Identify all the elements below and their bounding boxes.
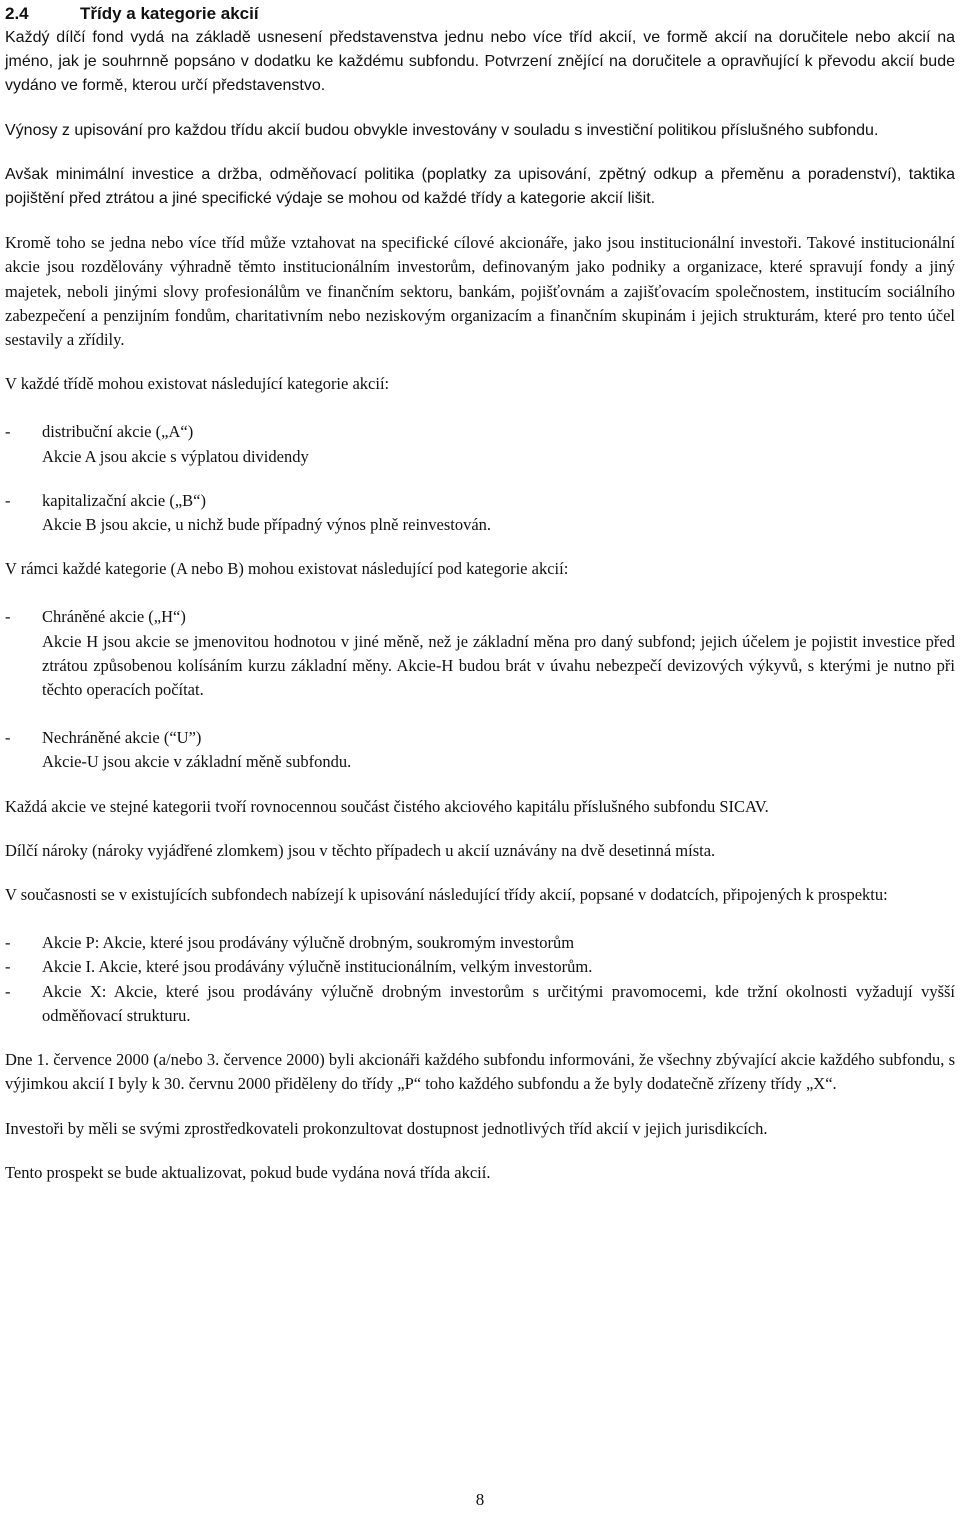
class-x-text: Akcie X: Akcie, které jsou prodávány výlučně drobným investorům s určitými pravomocemi, kde tržní okolnosti vyžadují vyšší odměňovací strukturu. [42, 981, 955, 1025]
class-i-text: Akcie I. Akcie, které jsou prodávány výlučně institucionálním, velkým investorům. [42, 957, 593, 977]
list-item-category-h [5, 605, 955, 629]
paragraph-minimum-investment: Avšak minimální investice a držba, odměňovací politika (poplatky za upisování, zpětný odkup a přeměnu a poradenství), taktika pojištění před ztrátou a jiné specifické výdaje se mohou od každé třídy a kategorie akcií lišit. [5, 165, 955, 208]
list-dash: - [5, 422, 11, 442]
category-b-description: Akcie B jsou akcie, u nichž bude případný výnos plně reinvestován. [42, 515, 492, 535]
list-dash: - [5, 933, 11, 953]
paragraph-current-classes: V současnosti se v existujících subfondech nabízejí k upisování následující třídy akcií, popsané v dodatcích, připojených k prospektu: [5, 885, 888, 905]
list-dash: - [5, 607, 11, 627]
category-h-description: Akcie H jsou akcie se jmenovitou hodnotou v jiné měně, než je základní měna pro daný subfond; jejich účelem je pojistit investice před ztrátou způsobenou kolísáním kurzu základní měny. Akcie-H budou brát v úvahu nebezpečí devizových výkyvů, s kterými je nutno při těchto operacích počítat. [42, 631, 955, 700]
paragraph-july-2000: Dne 1. července 2000 (a/nebo 3. července 2000) byli akcionáři každého subfondu informováni, že všechny zbývající akcie každého subfondu, s výjimkou akcií I byly k 30. červnu 2000 přiděleny do třídy „P“ toho každého subfondu a že byly dodatečně zřízeny třídy „X“. [5, 1050, 955, 1094]
paragraph-proceeds: Výnosy z upisování pro každou třídu akcií budou obvykle investovány v souladu s investiční politikou příslušného subfondu. [5, 121, 879, 139]
paragraph-prospectus-update: Tento prospekt se bude aktualizovat, pokud bude vydána nová třída akcií. [5, 1162, 491, 1182]
paragraph-fractional-rights: Dílčí nároky (nároky vyjádřené zlomkem) jsou v těchto případech u akcií uznávány na dvě desetinná místa. [5, 840, 716, 860]
category-b-label: kapitalizační akcie („B“) [42, 490, 206, 510]
category-a-label: distribuční akcie („A“) [42, 422, 194, 442]
paragraph-subcategories-intro: V rámci každé kategorie (A nebo B) mohou existovat následující pod kategorie akcií: [5, 559, 569, 579]
list-item-category-a [5, 420, 955, 444]
category-a-description: Akcie A jsou akcie s výplatou dividendy [42, 446, 309, 466]
category-u-description: Akcie-U jsou akcie v základní měně subfondu. [42, 752, 352, 772]
list-item-class-p [5, 931, 955, 955]
list-dash: - [5, 957, 11, 977]
list-dash: - [5, 490, 11, 510]
list-dash: - [5, 981, 11, 1001]
page-number: 8 [475, 1490, 485, 1509]
list-item-class-x [5, 980, 955, 1028]
category-u-label: Nechráněné akcie (“U”) [42, 728, 202, 748]
section-heading [5, 0, 955, 26]
list-item-class-i [5, 955, 955, 979]
category-h-label: Chráněné akcie („H“) [42, 607, 186, 627]
list-dash: - [5, 728, 11, 748]
section-number: 2.4 [5, 4, 29, 23]
list-item-category-u [5, 726, 955, 750]
paragraph-equal-share: Každá akcie ve stejné kategorii tvoří rovnocennou součást čistého akciového kapitálu příslušného subfondu SICAV. [5, 796, 769, 816]
class-p-text: Akcie P: Akcie, které jsou prodávány výlučně drobným, soukromým investorům [42, 933, 575, 953]
section-title: Třídy a kategorie akcií [80, 4, 259, 23]
paragraph-investors-consult: Investoři by měli se svými zprostředkovateli prokonzultovat dostupnost jednotlivých tříd akcií v jejich jurisdikcích. [5, 1118, 768, 1138]
paragraph-share-classes-intro: Každý dílčí fond vydá na základě usnesení představenstva jednu nebo více tříd akcií, ve formě akcií na doručitele nebo akcií na jméno, jak je souhrnně popsáno v dodatku ke každému subfondu. Potvrzení znějící na doručitele a opravňující k převodu akcií bude vydáno ve formě, kterou určí představenstvo. [5, 29, 955, 95]
list-item-category-b [5, 489, 955, 513]
paragraph-institutional: Kromě toho se jedna nebo více tříd může vztahovat na specifické cílové akcionáře, jako jsou institucionální investoři. Takové institucionální akcie jsou rozdělovány výhradně těmto institucionálním investorům, definovaným jako podniky a organizace, které spravují fondy a jiný majetek, neboli jinými slovy profesionálům ve finančním sektoru, bankám, pojišťovnám a zajišťovacím společnostem, institucím sociálního zabezpečení a penzijním fondům, charitativním nebo neziskovým organizacím a finančním skupinám i jejich strukturám, které pro tento účel sestavily a zřídily. [5, 233, 955, 350]
paragraph-categories-intro: V každé třídě mohou existovat následující kategorie akcií: [5, 374, 390, 394]
